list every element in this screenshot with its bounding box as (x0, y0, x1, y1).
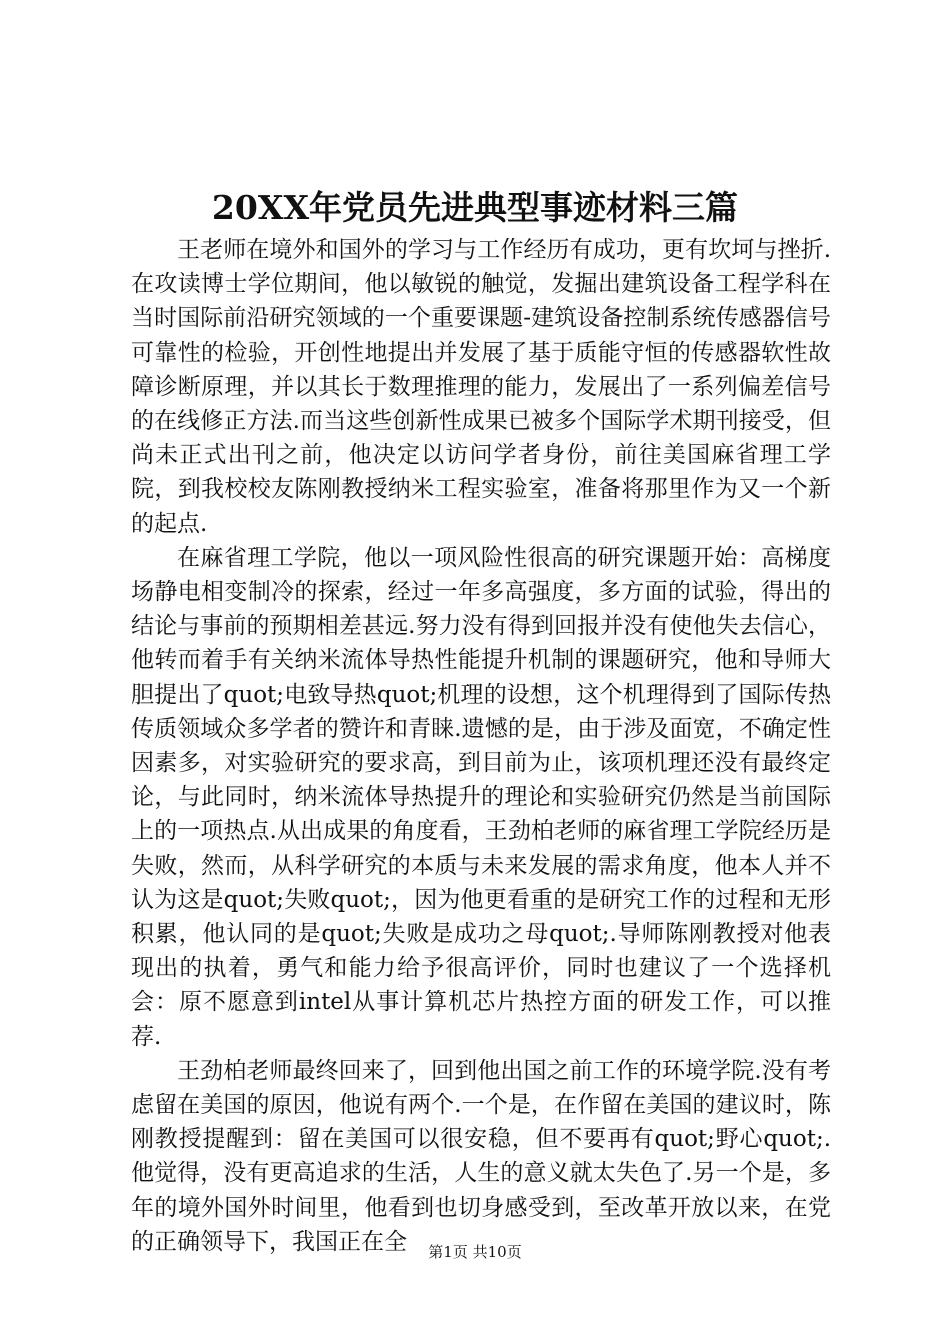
body-paragraph-2: 在麻省理工学院，他以一项风险性很高的研究课题开始：高梯度场静电相变制冷的探索，经过一年多高强度，多方面的试验，得出的结论与事前的预期相差甚远.努力没有得到回报并没有使他失去信心，他转而着手有关纳米流体导热性能提升机制的课题研究，他和导师大胆提出了quot;电致导热quot;机理的设想，这个机理得到了国际传热传质领域众多学者的赞许和青睐.遗憾的是，由于涉及面宽，不确定性因素多，对实验研究的要求高，到目前为止，该项机理还没有最终定论，与此同时，纳米流体导热提升的理论和实验研究仍然是当前国际上的一项热点.从出成果的角度看，王劲柏老师的麻省理工学院经历是失败，然而，从科学研究的本质与未来发展的需求角度，他本人并不认为这是quot;失败quot;，因为他更看重的是研究工作的过程和无形积累，他认同的是quot;失败是成功之母quot;.导师陈刚教授对他表现出的执着，勇气和能力给予很高评价，同时也建议了一个选择机会：原不愿意到intel从事计算机芯片热控方面的研发工作，可以推荐. (131, 544, 831, 1050)
page-number-footer: 第1页 共10页 (428, 1243, 522, 1261)
body-paragraph-3: 王劲柏老师最终回来了，回到他出国之前工作的环境学院.没有考虑留在美国的原因，他说有两个.一个是，在作留在美国的建议时，陈刚教授提醒到：留在美国可以很安稳，但不要再有quot;野心quot;.他觉得，没有更高追求的生活，人生的意义就太失色了.另一个是，多年的境外国外时间里，他看到也切身感受到，至改革开放以来，在党的正确领导下，我国正在全 (131, 1057, 831, 1255)
document-body (131, 233, 831, 1259)
document-title: 20XX年党员先进典型事迹材料三篇 (211, 188, 739, 227)
body-paragraph-1: 王老师在境外和国外的学习与工作经历有成功，更有坎坷与挫折.在攻读博士学位期间，他以敏锐的触觉，发掘出建筑设备工程学科在当时国际前沿研究领域的一个重要课题-建筑设备控制系统传感器信号可靠性的检验，开创性地提出并发展了基于质能守恒的传感器软性故障诊断原理，并以其长于数理推理的能力，发展出了一系列偏差信号的在线修正方法.而当这些创新性成果已被多个国际学术期刊接受，但尚未正式出刊之前，他决定以访问学者身份，前往美国麻省理工学院，到我校校友陈刚教授纳米工程实验室，准备将那里作为又一个新的起点. (131, 237, 831, 537)
